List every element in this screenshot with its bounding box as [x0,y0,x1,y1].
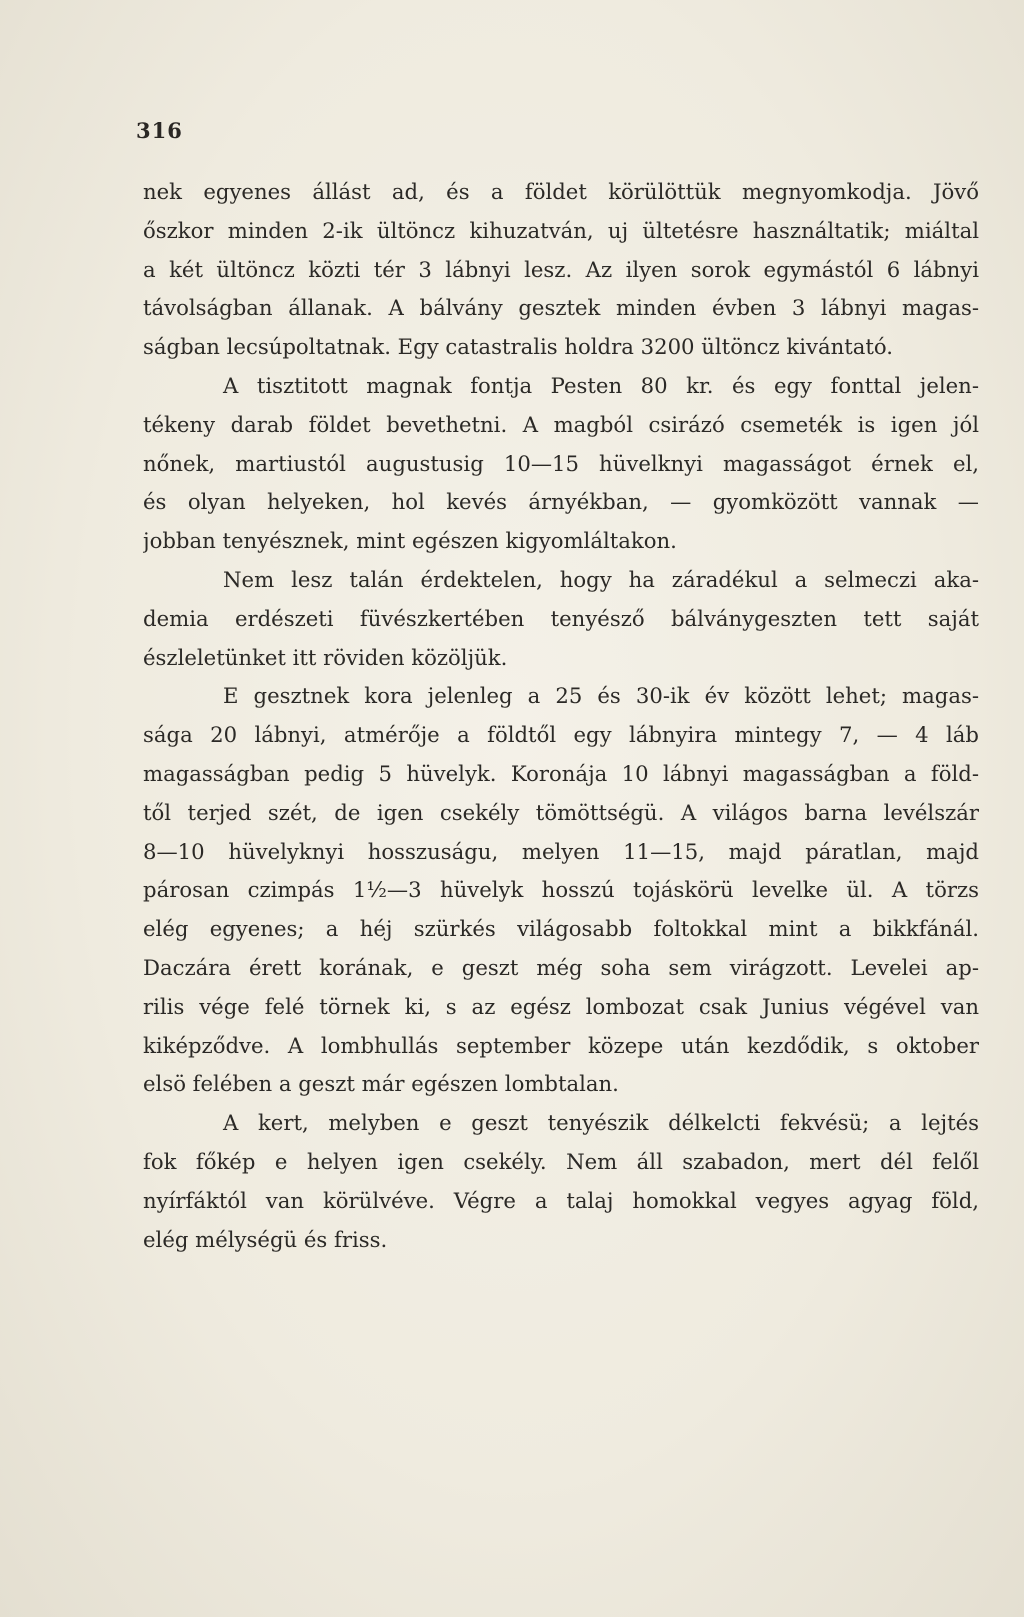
text-line: A kert, melyben e geszt tenyészik délkelcti fekvésü; a lejtés [223,1110,979,1136]
text-line: elég mélységü és friss. [143,1226,388,1252]
text-line: a két ültöncz közti tér 3 lábnyi lesz. Az ilyen sorok egymástól 6 lábnyi [143,256,979,282]
text-line: A tisztitott magnak fontja Pesten 80 kr. és egy fonttal jelen- [223,372,979,398]
page-number: 316 [136,118,183,143]
text-line: nek egyenes állást ad, és a földet körülöttük megnyomkodja. Jövő [143,179,979,204]
text-line: Nem lesz talán érdektelen, hogy ha záradékul a selmeczi aka- [223,566,979,592]
text-line: és olyan helyeken, hol kevés árnyékban, — gyomközött vannak — [143,489,979,515]
text-line: észleletünket itt röviden közöljük. [143,644,508,670]
text-line: elég egyenes; a héj szürkés világosabb foltokkal mint a bikkfánál. [143,916,979,942]
body-text [143,173,979,1259]
text-line: ságban lecsúpoltatnak. Egy catastralis holdra 3200 ültöncz kivántató. [143,334,894,360]
text-line: Daczára érett korának, e geszt még soha sem virágzott. Levelei ap- [143,954,979,980]
text-line: jobban tenyésznek, mint egészen kigyomláltakon. [143,528,677,554]
text-line: kiképződve. A lombhullás september közepe után kezdődik, s oktober [143,1032,979,1058]
text-line: nyírfáktól van körülvéve. Végre a talaj homokkal vegyes agyag föld, [143,1187,979,1213]
text-line: től terjed szét, de igen csekély tömöttségü. A világos barna levélszár [143,799,979,825]
text-line: fok főkép e helyen igen csekély. Nem áll szabadon, mert dél felől [143,1148,979,1174]
text-line: elsö felében a geszt már egészen lombtalan. [143,1071,619,1097]
text-line: nőnek, martiustól augustusig 10—15 hüvelknyi magasságot érnek el, [143,450,979,476]
text-line: magasságban pedig 5 hüvelyk. Koronája 10 lábnyi magasságban a föld- [143,760,979,786]
text-line: őszkor minden 2-ik ültöncz kihuzatván, uj ültetésre használtatik; miáltal [143,217,979,243]
text-line: E gesztnek kora jelenleg a 25 és 30-ik év között lehet; magas- [223,683,979,709]
text-line: rilis vége felé törnek ki, s az egész lombozat csak Junius végével van [143,993,979,1019]
text-line: párosan czimpás 1½—3 hüvelyk hosszú tojáskörü levelke ül. A törzs [143,877,979,903]
text-line: tékeny darab földet bevethetni. A magból csirázó csemeték is igen jól [143,411,979,437]
text-line: sága 20 lábnyi, atmérője a földtől egy lábnyira mintegy 7, — 4 láb [143,722,979,748]
text-line: 8—10 hüvelyknyi hosszuságu, melyen 11—15, majd páratlan, majd [143,838,979,864]
text-line: távolságban állanak. A bálvány gesztek minden évben 3 lábnyi magas- [143,295,979,321]
text-line: demia erdészeti füvészkertében tenyésző bálványgeszten tett saját [143,605,979,631]
